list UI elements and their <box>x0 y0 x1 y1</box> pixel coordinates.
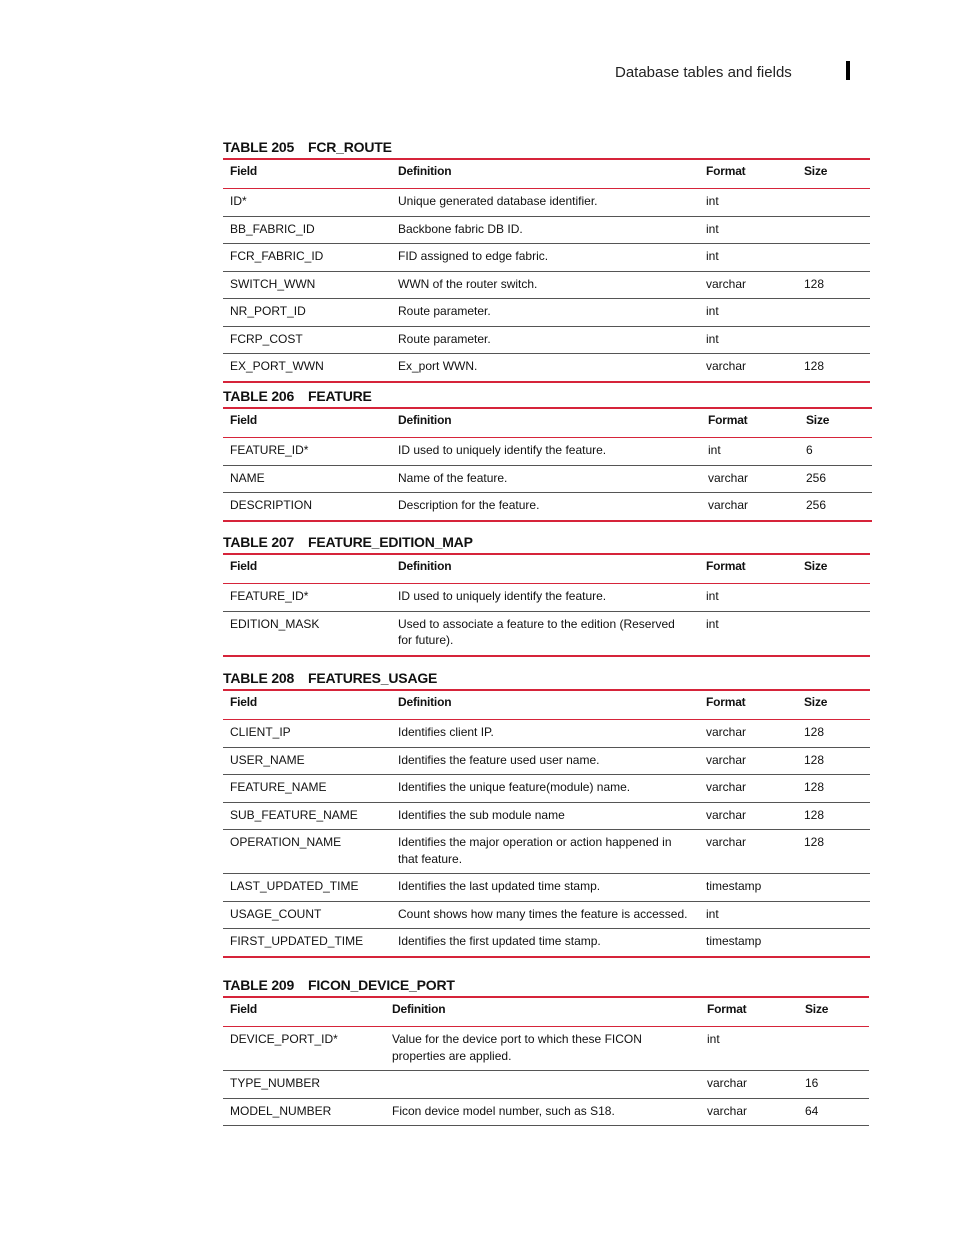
cell-field: USER_NAME <box>223 747 391 775</box>
table-row <box>223 271 870 299</box>
column-header-size: Size <box>799 408 872 438</box>
column-header-format: Format <box>699 690 797 720</box>
cell-format: varchar <box>706 725 747 739</box>
cell-definition: Value for the device port to which these FICON properties are applied. <box>392 1032 642 1063</box>
cell-field: OPERATION_NAME <box>223 830 391 874</box>
cell-field: FCR_FABRIC_ID <box>223 244 391 272</box>
cell-field: BB_FABRIC_ID <box>223 216 391 244</box>
column-header-format: Format <box>700 997 798 1027</box>
cell-format: varchar <box>699 775 797 803</box>
column-header-definition: Definition <box>385 997 700 1027</box>
table-row <box>223 189 870 217</box>
table-name: FICON_DEVICE_PORT <box>308 977 455 993</box>
cell-size <box>797 611 870 656</box>
column-header-format: Format <box>701 408 799 438</box>
cell-format: varchar <box>701 465 799 493</box>
table-row <box>223 775 870 803</box>
table-row <box>223 244 870 272</box>
column-header-field: Field <box>223 159 391 189</box>
column-header-definition: Definition <box>391 554 699 584</box>
table-number: TABLE 207 <box>223 534 295 550</box>
cell-field: EX_PORT_WWN <box>223 354 391 382</box>
cell-format: int <box>706 589 719 603</box>
cell-definition: Ex_port WWN. <box>391 354 699 382</box>
cell-definition: Route parameter. <box>391 326 699 354</box>
table-number: TABLE 205 <box>223 139 295 155</box>
table-number: TABLE 206 <box>223 388 295 404</box>
cell-size <box>797 901 870 929</box>
cell-definition: Ficon device model number, such as S18. <box>385 1098 700 1126</box>
cell-definition: Used to associate a feature to the edition (Reserved for future). <box>391 611 699 656</box>
cell-size: 6 <box>806 443 813 457</box>
table-caption <box>223 974 869 996</box>
cell-format: int <box>699 216 797 244</box>
cell-format: varchar <box>699 830 797 874</box>
cell-definition: Identifies the major operation or action happened in that feature. <box>391 830 699 874</box>
cell-size: 128 <box>797 747 870 775</box>
column-header-definition: Definition <box>391 408 701 438</box>
column-header-field: Field <box>223 997 385 1027</box>
cell-field: TYPE_NUMBER <box>223 1071 385 1099</box>
column-header-size: Size <box>797 554 870 584</box>
cell-field: DESCRIPTION <box>223 493 391 521</box>
table-row <box>223 465 872 493</box>
cell-format: varchar <box>699 747 797 775</box>
cell-field: FEATURE_ID* <box>230 589 309 603</box>
table-208-block <box>223 667 870 958</box>
column-header-size: Size <box>797 159 870 189</box>
cell-size: 256 <box>799 493 872 521</box>
cell-size <box>797 874 870 902</box>
column-header-definition: Definition <box>391 690 699 720</box>
cell-field: DEVICE_PORT_ID* <box>230 1032 338 1046</box>
cell-format: timestamp <box>699 874 797 902</box>
cell-format: varchar <box>701 493 799 521</box>
cell-format: int <box>699 611 797 656</box>
table-row <box>223 326 870 354</box>
table-row <box>223 874 870 902</box>
cell-definition: Route parameter. <box>391 299 699 327</box>
table-name: FEATURES_USAGE <box>308 670 438 686</box>
cell-definition: Count shows how many times the feature is accessed. <box>391 901 699 929</box>
cell-size <box>798 1027 869 1071</box>
cell-size <box>797 326 870 354</box>
table-row <box>223 747 870 775</box>
cell-size <box>797 189 870 217</box>
cell-size: 64 <box>798 1098 869 1126</box>
table-row <box>223 901 870 929</box>
cell-size <box>797 584 870 612</box>
table-row <box>223 802 870 830</box>
table-row <box>223 1027 869 1071</box>
cell-definition: Identifies client IP. <box>398 725 494 739</box>
cell-format: int <box>699 326 797 354</box>
table-row <box>223 299 870 327</box>
cell-size <box>797 216 870 244</box>
table-number: TABLE 209 <box>223 977 295 993</box>
cell-field: LAST_UPDATED_TIME <box>223 874 391 902</box>
table-caption <box>223 136 870 158</box>
table-feature-edition-map <box>223 553 870 657</box>
cell-definition: Identifies the last updated time stamp. <box>391 874 699 902</box>
cell-size: 128 <box>804 725 825 739</box>
cell-definition: Backbone fabric DB ID. <box>391 216 699 244</box>
column-header-field: Field <box>223 690 391 720</box>
cell-field: USAGE_COUNT <box>223 901 391 929</box>
table-row <box>223 354 870 382</box>
cell-size <box>797 244 870 272</box>
cell-definition <box>385 1071 700 1099</box>
table-row <box>223 720 870 748</box>
cell-format: varchar <box>699 354 797 382</box>
cell-definition: Identifies the sub module name <box>391 802 699 830</box>
table-206-block <box>223 385 872 522</box>
table-header-row <box>223 554 870 584</box>
cell-format: varchar <box>699 271 797 299</box>
cell-definition: Identifies the unique feature(module) name. <box>391 775 699 803</box>
cell-format: varchar <box>699 802 797 830</box>
cell-format: varchar <box>700 1071 798 1099</box>
cell-field: FEATURE_NAME <box>223 775 391 803</box>
table-header-row <box>223 997 869 1027</box>
cell-field: FCRP_COST <box>223 326 391 354</box>
table-row <box>223 929 870 957</box>
column-header-definition: Definition <box>391 159 699 189</box>
cell-field: SUB_FEATURE_NAME <box>223 802 391 830</box>
cell-format: int <box>699 299 797 327</box>
cell-field: MODEL_NUMBER <box>223 1098 385 1126</box>
cell-format: int <box>699 901 797 929</box>
table-ficon-device-port <box>223 996 869 1126</box>
table-207-block <box>223 531 870 657</box>
cell-format: int <box>707 1032 720 1046</box>
cell-field: NR_PORT_ID <box>223 299 391 327</box>
cell-size: 256 <box>799 465 872 493</box>
cell-size: 128 <box>797 775 870 803</box>
table-header-row <box>223 690 870 720</box>
cell-format: int <box>708 443 721 457</box>
cell-field: EDITION_MASK <box>223 611 391 656</box>
cell-definition: Unique generated database identifier. <box>398 194 598 208</box>
table-name: FCR_ROUTE <box>308 139 392 155</box>
table-header-row <box>223 408 872 438</box>
cell-field: CLIENT_IP <box>230 725 291 739</box>
cell-format: timestamp <box>699 929 797 957</box>
table-row <box>223 1071 869 1099</box>
cell-definition: Name of the feature. <box>391 465 701 493</box>
column-header-field: Field <box>223 554 391 584</box>
column-header-format: Format <box>699 554 797 584</box>
table-row <box>223 493 872 521</box>
column-header-size: Size <box>798 997 869 1027</box>
cell-format: int <box>699 244 797 272</box>
cell-size <box>797 299 870 327</box>
table-row <box>223 216 870 244</box>
cell-format: varchar <box>700 1098 798 1126</box>
cell-field: FIRST_UPDATED_TIME <box>223 929 391 957</box>
cell-definition: Description for the feature. <box>391 493 701 521</box>
table-caption <box>223 667 870 689</box>
cell-field: SWITCH_WWN <box>223 271 391 299</box>
table-number: TABLE 208 <box>223 670 295 686</box>
page-header-title: Database tables and fields <box>615 64 792 81</box>
column-header-field: Field <box>223 408 391 438</box>
cell-size: 128 <box>797 271 870 299</box>
table-name: FEATURE <box>308 388 372 404</box>
table-feature <box>223 407 872 522</box>
cell-size <box>797 929 870 957</box>
cell-size: 128 <box>797 830 870 874</box>
cell-definition: ID used to uniquely identify the feature. <box>398 589 607 603</box>
table-row <box>223 1098 869 1126</box>
column-header-format: Format <box>699 159 797 189</box>
cell-definition: WWN of the router switch. <box>391 271 699 299</box>
cell-format: int <box>706 194 719 208</box>
cell-definition: Identifies the first updated time stamp. <box>391 929 699 957</box>
cell-size: 128 <box>797 354 870 382</box>
table-fcr-route <box>223 158 870 383</box>
cell-size: 16 <box>798 1071 869 1099</box>
table-name: FEATURE_EDITION_MAP <box>308 534 473 550</box>
table-header-row <box>223 159 870 189</box>
table-caption <box>223 531 870 553</box>
cell-field: ID* <box>230 194 247 208</box>
column-header-size: Size <box>797 690 870 720</box>
cell-field: NAME <box>223 465 391 493</box>
table-row <box>223 611 870 656</box>
table-row <box>223 830 870 874</box>
table-row <box>223 584 870 612</box>
cell-definition: Identifies the feature used user name. <box>391 747 699 775</box>
table-caption <box>223 385 872 407</box>
table-209-block <box>223 974 869 1126</box>
table-features-usage <box>223 689 870 958</box>
cell-field: FEATURE_ID* <box>230 443 309 457</box>
cell-size: 128 <box>797 802 870 830</box>
header-marker-bar <box>846 61 850 80</box>
cell-definition: FID assigned to edge fabric. <box>391 244 699 272</box>
cell-definition: ID used to uniquely identify the feature. <box>398 443 607 457</box>
table-205-block <box>223 136 870 383</box>
table-row <box>223 438 872 466</box>
